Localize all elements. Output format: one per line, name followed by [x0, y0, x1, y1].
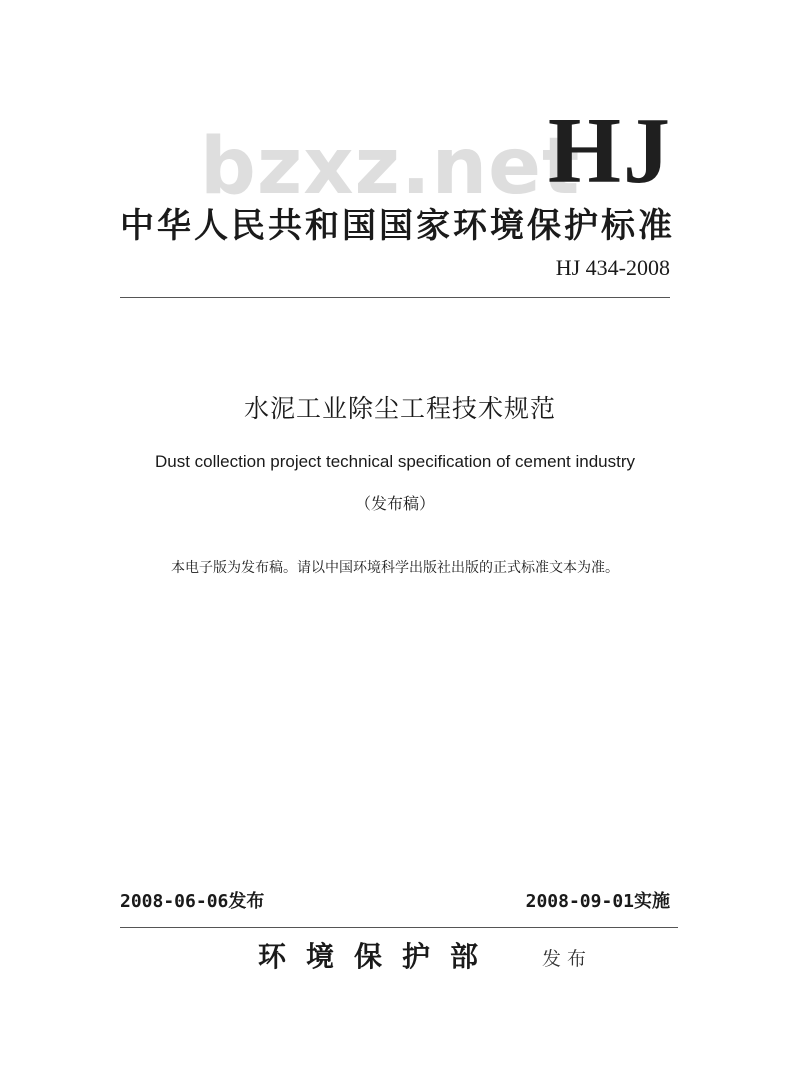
standard-organization-title: 中华人民共和国国家环境保护标准 [120, 206, 675, 246]
document-title-chinese: 水泥工业除尘工程技术规范 [243, 394, 556, 423]
standard-number: HJ 434-2008 [555, 255, 670, 280]
watermark: bzxz.net [200, 122, 581, 212]
draft-note: （发布稿） [354, 494, 435, 513]
edition-notice: 本电子版为发布稿。请以中国环境科学出版社出版的正式标准文本为准。 [171, 560, 619, 576]
top-divider [120, 297, 670, 298]
issue-date: 2008-06-06发布 [120, 891, 265, 912]
document-title-english: Dust collection project technical specification of cement industry [154, 452, 635, 471]
bottom-divider [120, 927, 678, 928]
publisher-name: 环境保护部 [258, 940, 499, 973]
publisher-suffix: 发布 [542, 948, 593, 970]
hj-logo: HJ [547, 99, 672, 203]
effective-date: 2008-09-01实施 [525, 891, 670, 912]
